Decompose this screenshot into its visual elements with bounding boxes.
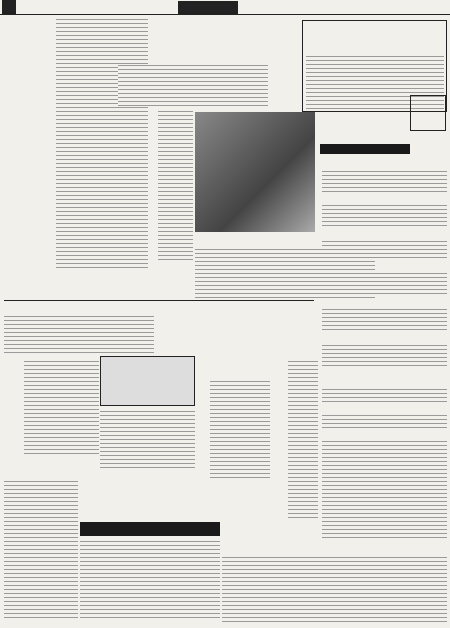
right-sub4-body bbox=[322, 272, 447, 296]
han-headline bbox=[272, 380, 288, 520]
weiyang bbox=[8, 360, 22, 440]
right-box-title bbox=[320, 144, 410, 154]
photo bbox=[195, 112, 315, 232]
divider-mid bbox=[4, 300, 314, 301]
right-sub9-body bbox=[322, 440, 447, 540]
college-body bbox=[222, 556, 447, 622]
right-sub3-body bbox=[322, 240, 447, 260]
section-title bbox=[178, 1, 238, 14]
ad-box bbox=[100, 356, 195, 406]
right-sub2-body bbox=[322, 204, 447, 228]
left-sub bbox=[40, 22, 54, 202]
chang-body bbox=[80, 540, 220, 620]
vertical-mid-body bbox=[158, 110, 193, 260]
right-sub5-body bbox=[322, 308, 447, 330]
chang-headline bbox=[80, 522, 220, 536]
weiyang-body bbox=[24, 360, 99, 455]
bottom-left-body bbox=[4, 315, 154, 355]
mid-lower-body bbox=[100, 410, 195, 470]
left-body bbox=[56, 18, 104, 268]
vertical-mid-headline bbox=[140, 110, 156, 300]
right-sub6-body bbox=[322, 344, 447, 368]
right-sub8-body bbox=[322, 414, 447, 428]
left-headline bbox=[6, 22, 38, 272]
bottom-left-col bbox=[4, 480, 78, 620]
page-number bbox=[2, 0, 16, 15]
sq-body bbox=[210, 380, 270, 480]
right-badge bbox=[410, 95, 446, 131]
han-body bbox=[288, 360, 318, 520]
right-sub1-body bbox=[322, 170, 447, 192]
right-sub7-body bbox=[322, 388, 447, 402]
mid-body bbox=[118, 64, 268, 106]
